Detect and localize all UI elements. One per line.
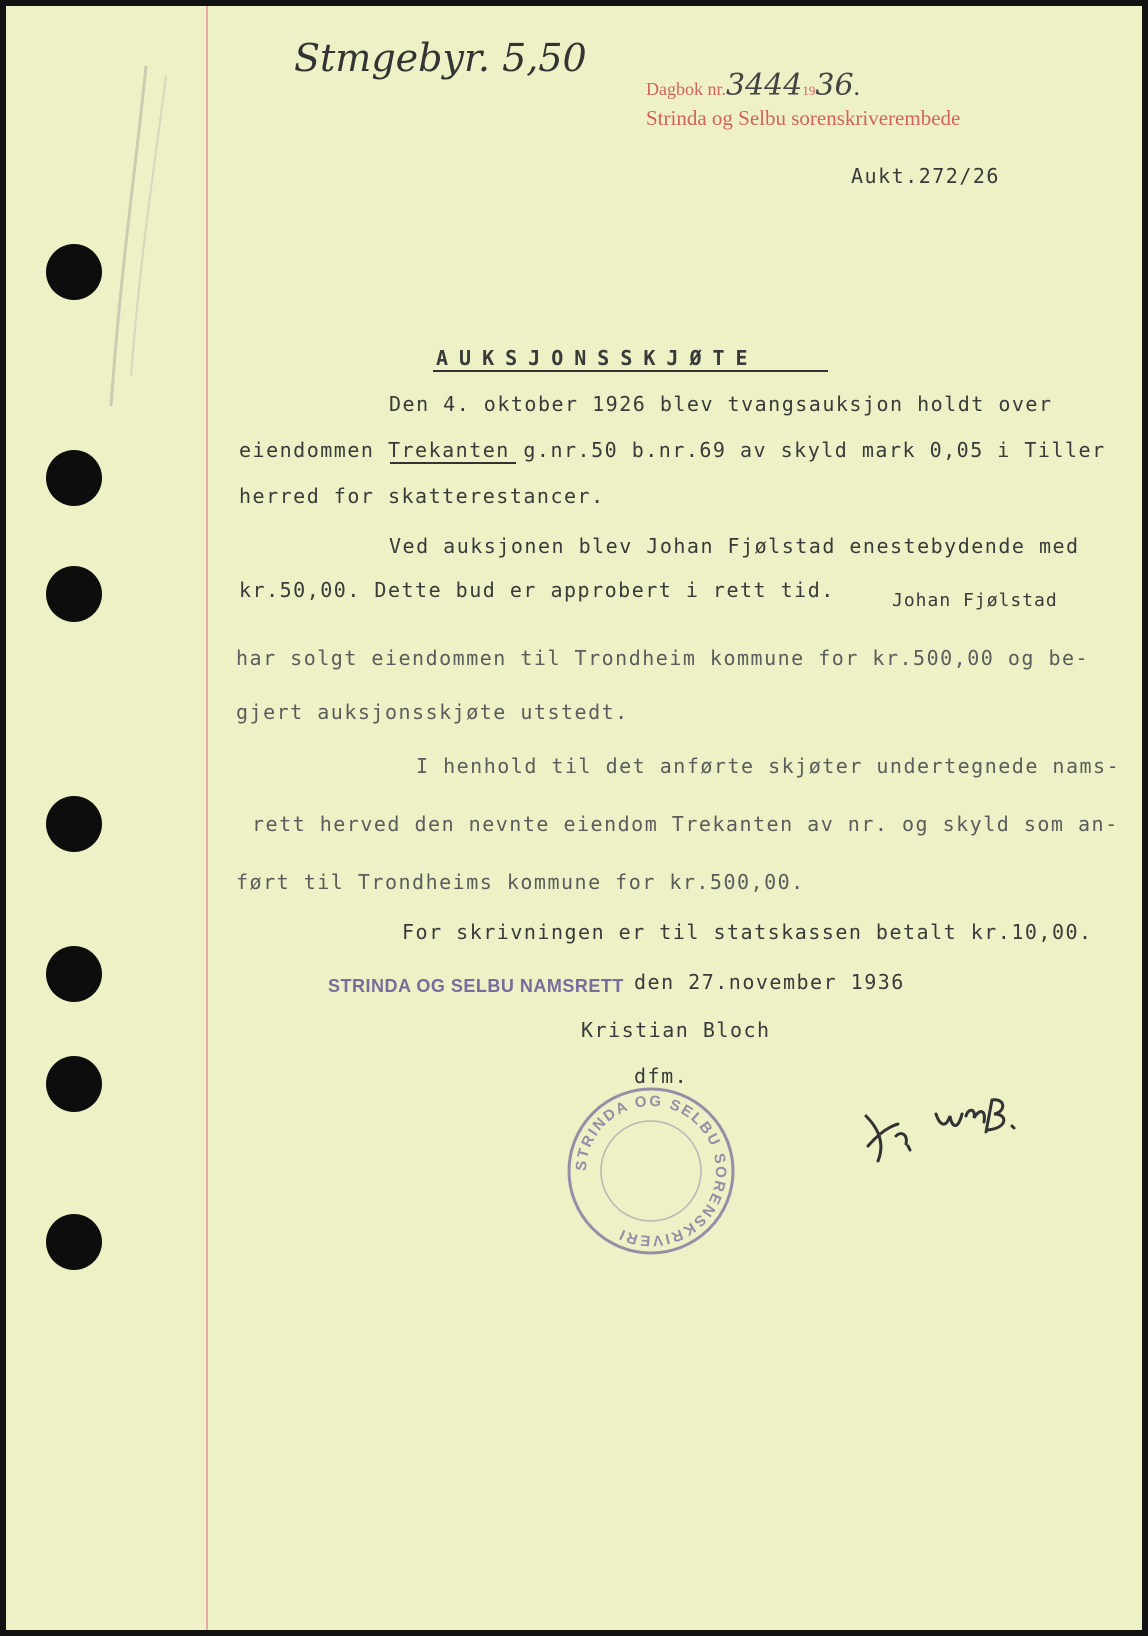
punch-hole: [46, 566, 102, 622]
trekanten-underline: [390, 462, 516, 464]
official-seal: [561, 1081, 741, 1261]
body-line: Ved auksjonen blev Johan Fjølstad enestebydende med: [389, 534, 1080, 558]
body-line: ført til Trondheims kommune for kr.500,00.: [236, 870, 805, 894]
body-line: har solgt eiendommen til Trondheim kommune for kr.500,00 og be-: [236, 646, 1090, 670]
punch-hole: [46, 796, 102, 852]
office-stamp: Strinda og Selbu sorenskriverembede: [646, 106, 961, 130]
handwritten-name-insert: Johan Fjølstad: [892, 590, 1058, 611]
punch-hole: [46, 1056, 102, 1112]
body-line: eiendommen Trekanten g.nr.50 b.nr.69 av skyld mark 0,05 i Tiller: [239, 438, 1106, 462]
margin-line: [206, 6, 208, 1636]
pencil-mark: [86, 46, 196, 426]
body-line: kr.50,00. Dette bud er approbert i rett tid.: [239, 578, 835, 602]
body-line: I henhold til det anførte skjøter undertegnede nams-: [416, 754, 1121, 778]
title-underline: [433, 370, 828, 372]
signer-name: Kristian Bloch: [581, 1018, 771, 1042]
body-line: rett herved den nevnte eiendom Trekanten av nr. og skyld som an-: [252, 812, 1119, 836]
punch-hole: [46, 1214, 102, 1270]
journal-stamp-prefix: Dagbok nr.: [646, 79, 726, 99]
body-line: Den 4. oktober 1926 blev tvangsauksjon holdt over: [389, 392, 1053, 416]
body-line: For skrivningen er til statskassen betalt kr.10,00.: [402, 920, 1093, 944]
journal-number: 3444: [726, 68, 803, 103]
case-reference: Aukt.272/26: [851, 164, 1000, 188]
handwritten-signature: [856, 1086, 1036, 1176]
svg-text:STRINDA OG SELBU SORENSKRIVERI: [573, 1093, 729, 1250]
body-line: gjert auksjonsskjøte utstedt.: [236, 700, 629, 724]
punch-hole: [46, 450, 102, 506]
court-stamp: STRINDA OG SELBU NAMSRETT: [328, 976, 624, 996]
journal-year-prefix: 19: [802, 83, 816, 98]
closing-date: den 27.november 1936: [634, 970, 905, 994]
punch-hole: [46, 946, 102, 1002]
journal-stamp: Dagbok nr.34441936.: [646, 68, 861, 103]
signer-title: dfm.: [634, 1064, 689, 1088]
document-title: AUKSJONSSKJØTE: [436, 346, 759, 370]
body-line: herred for skatterestancer.: [239, 484, 605, 508]
journal-year: 36: [815, 68, 854, 103]
handwritten-fee-note: Stmgebyr. 5,50: [294, 36, 587, 80]
seal-text: STRINDA OG SELBU SORENSKRIVERI: [572, 1092, 730, 1250]
